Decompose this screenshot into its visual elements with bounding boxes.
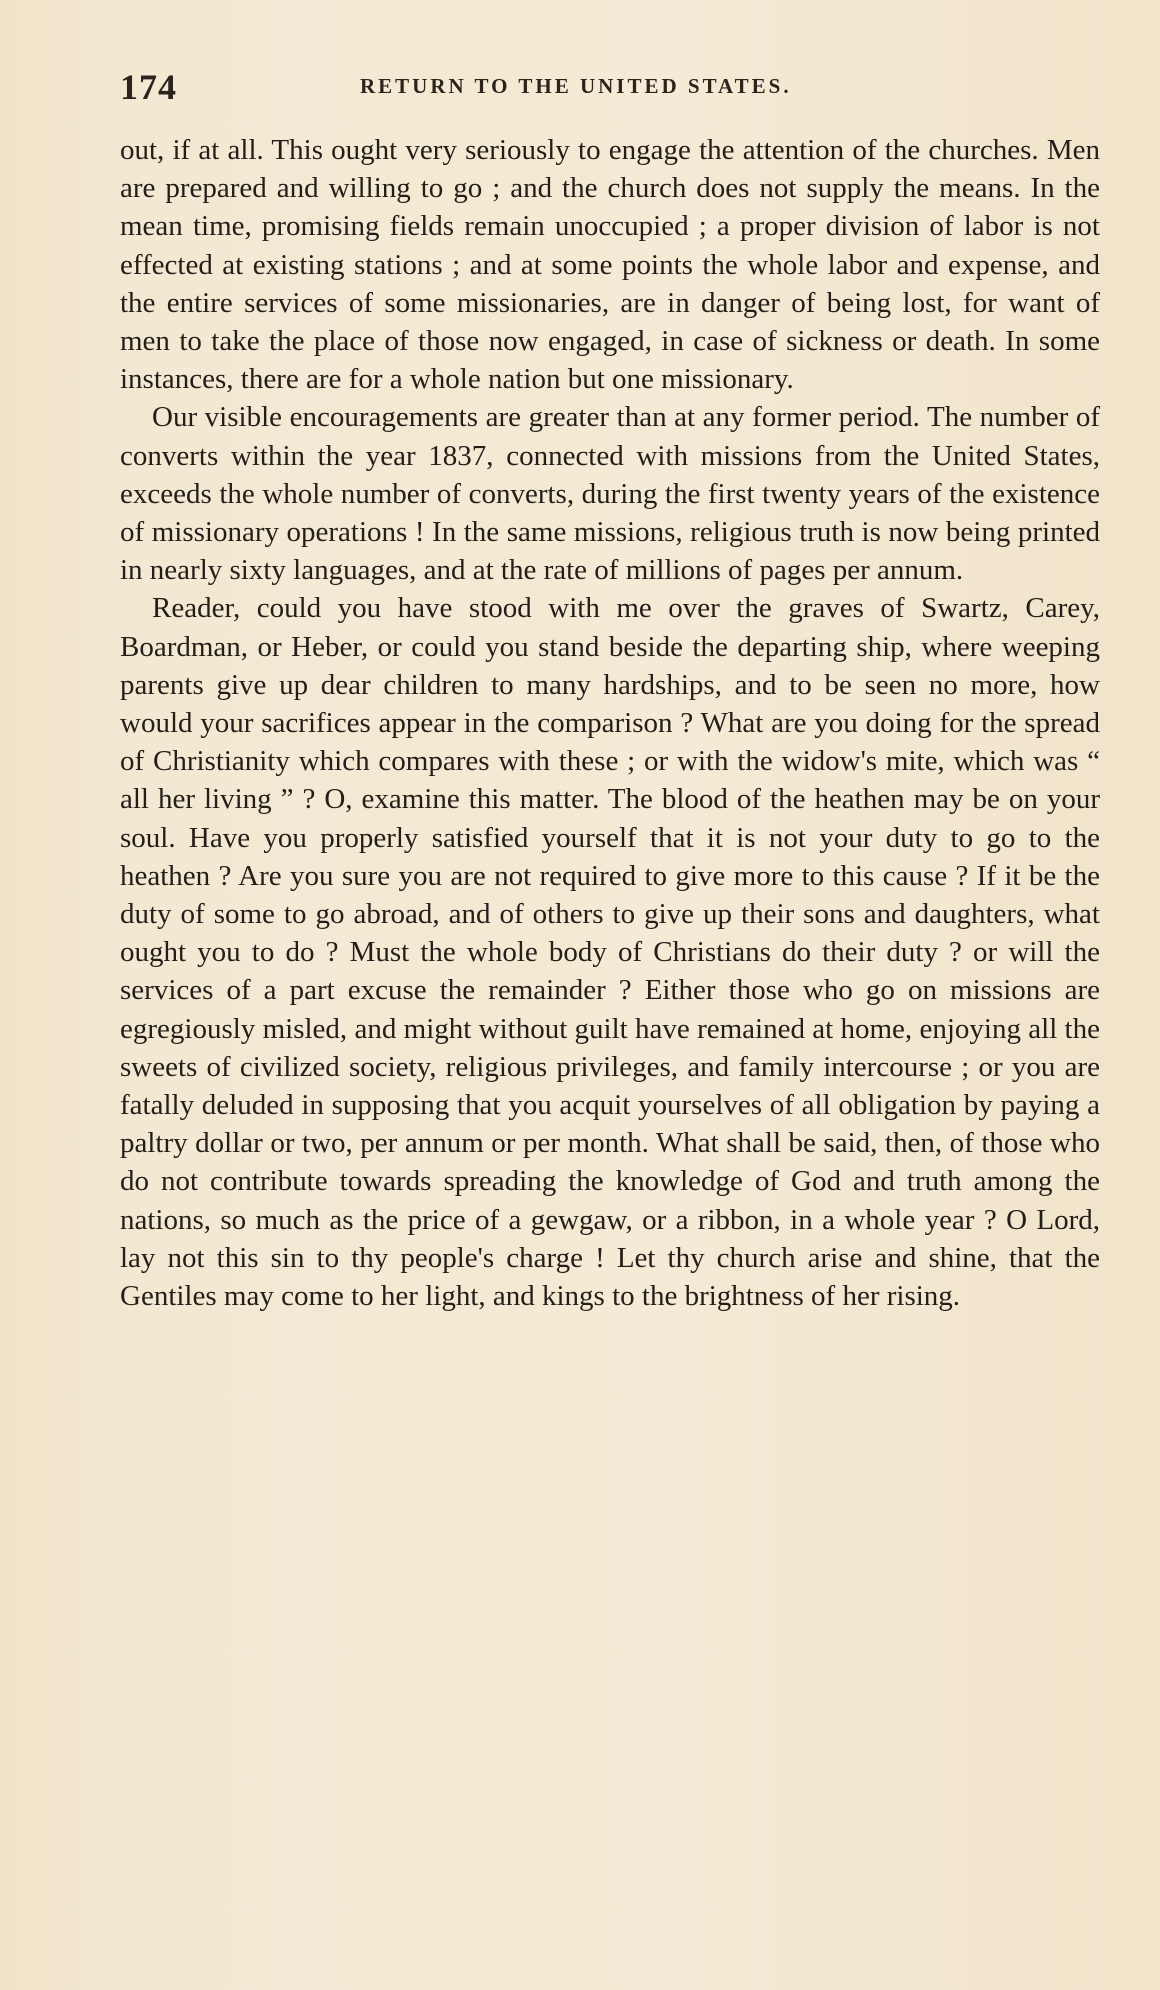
body-text <box>120 131 1100 1315</box>
paragraph-continued: out, if at all. This ought very seriously to engage the attention of the churches. Men are prepared and willing to go ; and the church does not supply the means. In the mean time, promising fields remain unoccupied ; a proper division of labor is not effected at existing stations ; and at some points the whole labor and expense, and the entire services of some missionaries, are in danger of being lost, for want of men to take the place of those now engaged, in case of sickness or death. In some instances, there are for a whole nation but one missionary. <box>120 134 1100 396</box>
paragraph-encouragements: Our visible encouragements are greater than at any former period. The number of converts within the year 1837, connected with missions from the United States, exceeds the whole number of converts, during the first twenty years of the existence of missionary operations ! In the same missions, religious truth is now being printed in nearly sixty languages, and at the rate of millions of pages per annum. <box>120 401 1100 587</box>
page-number: 174 <box>120 67 177 107</box>
page-header <box>120 66 1080 116</box>
running-head: RETURN TO THE UNITED STATES. <box>360 74 792 98</box>
paragraph-reader-appeal: Reader, could you have stood with me over the graves of Swartz, Carey, Boardman, or Heber, or could you stand beside the departing ship, where weeping parents give up dear children to many hardships, and to be seen no more, how would your sacrifices appear in the comparison ? What are you doing for the spread of Christianity which compares with these ; or with the widow's mite, which was “ all her living ” ? O, examine this matter. The blood of the heathen may be on your soul. Have you properly satisfied yourself that it is not your duty to go to the heathen ? Are you sure you are not required to give more to this cause ? If it be the duty of some to go abroad, and of others to give up their sons and daughters, what ought you to do ? Must the whole body of Christians do their duty ? or will the services of a part excuse the remainder ? Either those who go on missions are egregiously misled, and might without guilt have remained at home, enjoying all the sweets of civilized society, religious privileges, and family intercourse ; or you are fatally deluded in supposing that you acquit yourselves of all obligation by paying a paltry dollar or two, per annum or per month. What shall be said, then, of those who do not contribute towards spreading the knowledge of God and truth among the nations, so much as the price of a gewgaw, or a ribbon, in a whole year ? O Lord, lay not this sin to thy people's charge ! Let thy church arise and shine, that the Gentiles may come to her light, and kings to the brightness of her rising. <box>120 592 1100 1313</box>
